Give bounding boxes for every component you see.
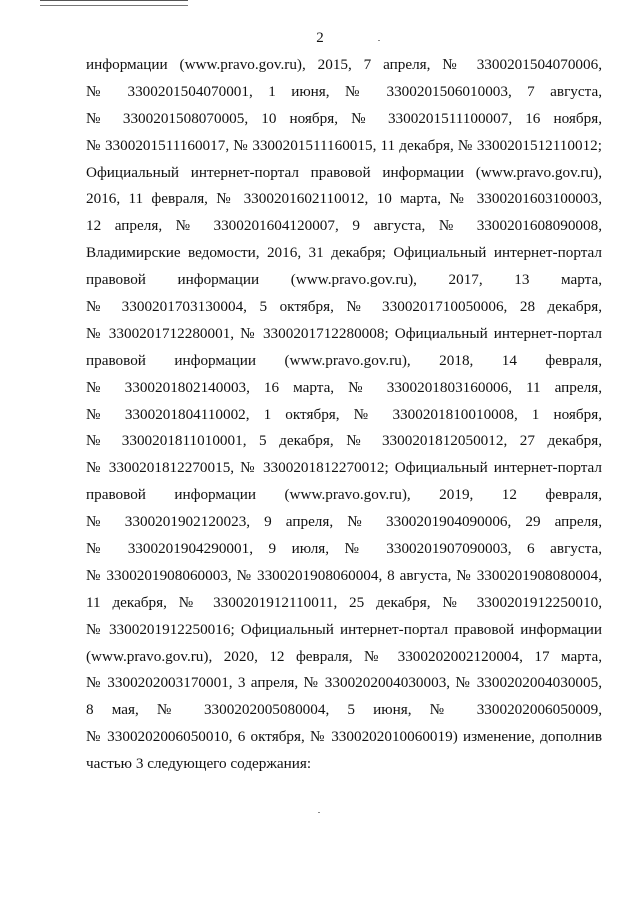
text-line: № 3300201811010001, 5 декабря, № 3300201812050012, 27 декабря, (86, 432, 602, 450)
document-body (86, 52, 602, 778)
text-line: № 3300201908060003, № 3300201908060004, 8 августа, № 3300201908080004, (86, 566, 602, 584)
text-line: 11 декабря, № 3300201912110011, 25 декабря, № 3300201912250010, (86, 593, 602, 611)
page-number: 2 (316, 30, 324, 46)
text-line: № 3300201511160017, № 3300201511160015, 11 декабря, № 3300201512110012; (86, 136, 602, 154)
text-line: (www.pravo.gov.ru), 2020, 12 февраля, № 3300202002120004, 17 марта, (86, 647, 602, 665)
text-line: № 3300201904290001, 9 июля, № 3300201907090003, 6 августа, (86, 540, 602, 558)
text-line: частью 3 следующего содержания: (86, 755, 312, 773)
text-line: № 3300201804110002, 1 октября, № 3300201810010008, 1 ноября, (86, 405, 602, 423)
text-line: Официальный интернет-портал правовой информации (www.pravo.gov.ru), (86, 163, 602, 181)
text-line: № 3300201912250016; Официальный интернет-портал правовой информации (86, 620, 602, 638)
text-line: правовой информации (www.pravo.gov.ru), 2017, 13 марта, (86, 271, 602, 289)
text-line: 8 мая, № 3300202005080004, 5 июня, № 3300202006050009, (86, 701, 602, 719)
text-line: № 3300201812270015, № 3300201812270012; Официальный интернет-портал (86, 459, 602, 477)
text-line: 2016, 11 февраля, № 3300201602110012, 10 марта, № 3300201603100003, (86, 190, 602, 208)
text-line: № 3300201712280001, № 3300201712280008; Официальный интернет-портал (86, 324, 602, 342)
text-line: правовой информации (www.pravo.gov.ru), 2018, 14 февраля, (86, 351, 602, 369)
text-line: 12 апреля, № 3300201604120007, 9 августа, № 3300201608090008, (86, 217, 602, 235)
text-line: № 3300201802140003, 16 марта, № 3300201803160006, 11 апреля, (86, 378, 602, 396)
text-line: № 3300201504070001, 1 июня, № 3300201506010003, 7 августа, (86, 82, 602, 100)
text-line: № 3300201703130004, 5 октября, № 3300201710050006, 28 декабря, (86, 298, 602, 316)
text-line: № 3300201902120023, 9 апреля, № 3300201904090006, 29 апреля, (86, 513, 602, 531)
text-line: информации (www.pravo.gov.ru), 2015, 7 апреля, № 3300201504070006, (86, 56, 602, 73)
text-line: правовой информации (www.pravo.gov.ru), 2019, 12 февраля, (86, 486, 602, 504)
text-line: Владимирские ведомости, 2016, 31 декабря; Официальный интернет-портал (86, 244, 602, 262)
top-rule (40, 0, 188, 6)
text-line: № 3300202006050010, 6 октября, № 3300202010060019) изменение, дополнив (86, 728, 602, 746)
scan-speck (318, 812, 320, 813)
text-line: № 3300201508070005, 10 ноября, № 3300201511100007, 16 ноября, (86, 109, 602, 127)
text-line: № 3300202003170001, 3 апреля, № 3300202004030003, № 3300202004030005, (86, 674, 602, 692)
scan-speck (378, 40, 380, 41)
